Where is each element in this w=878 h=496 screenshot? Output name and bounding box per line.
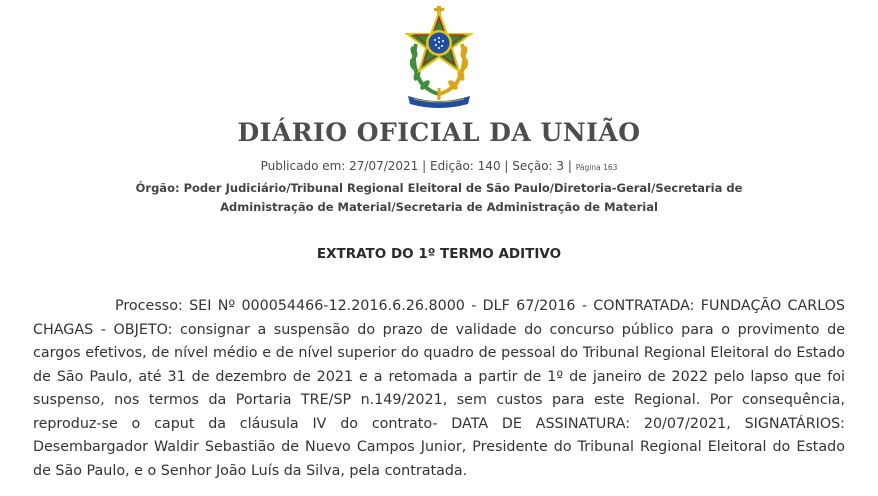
page-label: Página 163 bbox=[575, 163, 618, 172]
orgao-line: Órgão: Poder Judiciário/Tribunal Regional Eleitoral de São Paulo/Diretoria-Geral/Secretaria de Administração de Material/Secretaria de Administração de Material bbox=[135, 181, 743, 214]
document-body: Processo: SEI Nº 000054466-12.2016.6.26.8000 - DLF 67/2016 - CONTRATADA: FUNDAÇÃO CARLOS CHAGAS - OBJETO: consignar a suspensão do prazo de validade do concurso público para o provimento de cargos efetivos, de nível médio e de nível superior do quadro de pessoal do Tribunal Regional Eleitoral do Estado de São Paulo, até 31 de dezembro de 2021 e a retomada a partir de 1º de janeiro de 2022 pelo lapso que foi suspenso, nos termos da Portaria TRE/SP n.149/2021, sem custos para este Regional. Por consequência, reproduz-se o caput da cláusula IV do contrato- DATA DE ASSINATURA: 20/07/2021, SIGNATÁRIOS: Desembargador Waldir Sebastião de Nuevo Campos Junior, Presidente do Tribunal Regional Eleitoral do Estado de São Paulo, e o Senhor João Luís da Silva, pela contratada. bbox=[33, 298, 845, 479]
publication-info: Publicado em: 27/07/2021 | Edição: 140 | Seção: 3 | bbox=[260, 159, 572, 173]
publication-info-line bbox=[0, 159, 878, 173]
publication-name: DIÁRIO OFICIAL DA UNIÃO bbox=[237, 118, 641, 147]
document-title: EXTRATO DO 1º TERMO ADITIVO bbox=[316, 246, 562, 262]
brazil-coat-of-arms-icon bbox=[400, 4, 478, 112]
